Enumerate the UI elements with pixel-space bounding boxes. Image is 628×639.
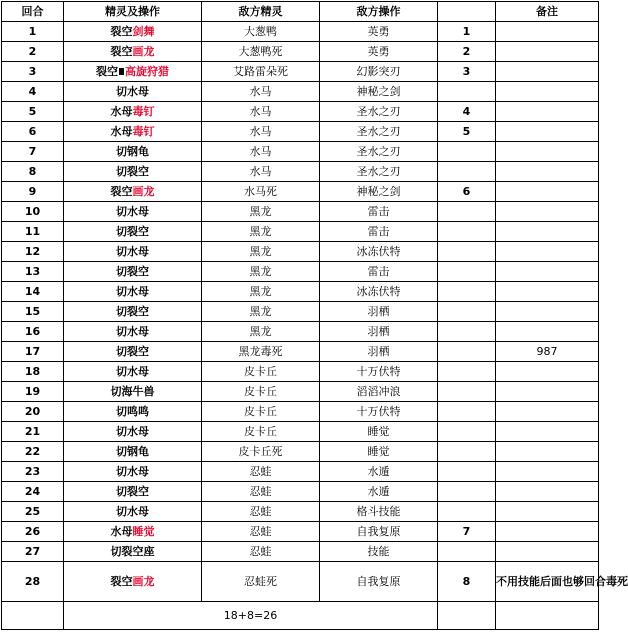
enemy-action-cell: 神秘之剑 — [320, 82, 438, 102]
note-cell — [496, 442, 599, 462]
table-row — [2, 482, 599, 502]
action-cell — [64, 422, 202, 442]
enemy-action-cell: 格斗技能 — [320, 502, 438, 522]
enemy-action-cell: 睡觉 — [320, 422, 438, 442]
mark-cell — [438, 242, 496, 262]
action-cell — [64, 522, 202, 542]
action-text: 水母 — [110, 125, 133, 138]
action-text: 裂空 — [110, 25, 133, 38]
table-row — [2, 182, 599, 202]
mark-cell — [438, 322, 496, 342]
table-row — [2, 542, 599, 562]
enemy-cell: 黑龙毒死 — [202, 342, 320, 362]
action-cell — [64, 322, 202, 342]
enemy-action-cell: 雷击 — [320, 202, 438, 222]
action-cell — [64, 542, 202, 562]
enemy-cell: 水马 — [202, 142, 320, 162]
enemy-cell: 忍蛙 — [202, 502, 320, 522]
note-cell — [496, 102, 599, 122]
enemy-action-cell: 十万伏特 — [320, 362, 438, 382]
table-row — [2, 402, 599, 422]
mark-cell: 5 — [438, 122, 496, 142]
enemy-cell: 忍蛙死 — [202, 562, 320, 602]
enemy-action-cell: 技能 — [320, 542, 438, 562]
cursor-block-icon — [119, 68, 124, 75]
action-cell — [64, 22, 202, 42]
action-cell — [64, 442, 202, 462]
action-text: 切水母 — [116, 205, 149, 218]
action-text: 切裂空座 — [110, 545, 155, 558]
round-cell: 5 — [2, 102, 64, 122]
table-row — [2, 102, 599, 122]
note-cell — [496, 162, 599, 182]
round-cell: 16 — [2, 322, 64, 342]
note-cell — [496, 82, 599, 102]
mark-cell — [438, 422, 496, 442]
round-cell: 12 — [2, 242, 64, 262]
footer-row — [2, 602, 599, 630]
note-cell — [496, 322, 599, 342]
enemy-action-cell: 羽栖 — [320, 322, 438, 342]
round-cell: 17 — [2, 342, 64, 362]
note-cell — [496, 62, 599, 82]
action-text: 裂空 — [110, 575, 133, 588]
round-cell: 8 — [2, 162, 64, 182]
action-cell — [64, 142, 202, 162]
note-cell: 987 — [496, 342, 599, 362]
action-text: 水母 — [110, 105, 133, 118]
note-cell — [496, 122, 599, 142]
note-cell — [496, 302, 599, 322]
action-cell — [64, 302, 202, 322]
table-row — [2, 522, 599, 542]
action-cell — [64, 42, 202, 62]
action-cell — [64, 362, 202, 382]
action-text: 切裂空 — [116, 305, 149, 318]
action-skill-highlight: 毒钉 — [132, 125, 155, 138]
enemy-action-cell: 英勇 — [320, 22, 438, 42]
round-cell: 25 — [2, 502, 64, 522]
enemy-cell: 水马 — [202, 122, 320, 142]
round-cell: 9 — [2, 182, 64, 202]
mark-cell — [438, 282, 496, 302]
enemy-cell: 黑龙 — [202, 222, 320, 242]
enemy-action-cell: 冰冻伏特 — [320, 282, 438, 302]
note-cell — [496, 482, 599, 502]
enemy-cell: 皮卡丘 — [202, 422, 320, 442]
round-cell: 10 — [2, 202, 64, 222]
round-cell: 4 — [2, 82, 64, 102]
round-cell: 3 — [2, 62, 64, 82]
round-cell: 20 — [2, 402, 64, 422]
enemy-action-cell: 圣水之刃 — [320, 122, 438, 142]
action-text: 切裂空 — [116, 485, 149, 498]
table-row — [2, 202, 599, 222]
round-cell: 19 — [2, 382, 64, 402]
header-mark — [438, 2, 496, 22]
action-text: 切水母 — [116, 285, 149, 298]
enemy-cell: 黑龙 — [202, 242, 320, 262]
table-row — [2, 502, 599, 522]
table-row — [2, 302, 599, 322]
mark-cell: 1 — [438, 22, 496, 42]
enemy-action-cell: 英勇 — [320, 42, 438, 62]
enemy-cell: 艾路雷朵死 — [202, 62, 320, 82]
round-cell: 6 — [2, 122, 64, 142]
mark-cell — [438, 202, 496, 222]
enemy-cell: 黑龙 — [202, 202, 320, 222]
mark-cell — [438, 82, 496, 102]
round-cell: 14 — [2, 282, 64, 302]
enemy-cell: 水马 — [202, 162, 320, 182]
mark-cell — [438, 542, 496, 562]
action-text: 裂空 — [110, 45, 133, 58]
action-skill-highlight: 画龙 — [132, 185, 155, 198]
action-cell — [64, 482, 202, 502]
action-text: 切裂空 — [116, 165, 149, 178]
mark-cell — [438, 462, 496, 482]
action-text: 切水母 — [116, 425, 149, 438]
action-skill-highlight: 画龙 — [132, 45, 155, 58]
enemy-action-cell: 圣水之刃 — [320, 142, 438, 162]
action-cell — [64, 122, 202, 142]
footer-blank — [496, 602, 599, 630]
action-text: 裂空 — [96, 65, 118, 78]
action-text: 切裂空 — [116, 345, 149, 358]
action-cell — [64, 242, 202, 262]
enemy-action-cell: 自我复原 — [320, 562, 438, 602]
action-cell — [64, 382, 202, 402]
note-cell: 不用技能后面也够回合毒死 — [496, 562, 599, 602]
table-row — [2, 262, 599, 282]
header-enemy-action: 敌方操作 — [320, 2, 438, 22]
enemy-action-cell: 羽栖 — [320, 302, 438, 322]
enemy-cell: 水马 — [202, 82, 320, 102]
note-cell — [496, 22, 599, 42]
action-cell — [64, 462, 202, 482]
table-row — [2, 322, 599, 342]
action-skill-highlight: 睡觉 — [132, 525, 155, 538]
action-cell — [64, 102, 202, 122]
enemy-action-cell: 水遁 — [320, 462, 438, 482]
round-cell: 28 — [2, 562, 64, 602]
enemy-cell: 皮卡丘 — [202, 382, 320, 402]
mark-cell — [438, 222, 496, 242]
mark-cell: 6 — [438, 182, 496, 202]
action-text: 切裂空 — [116, 265, 149, 278]
mark-cell — [438, 402, 496, 422]
table-row — [2, 162, 599, 182]
header-row — [2, 2, 599, 22]
enemy-cell: 水马 — [202, 102, 320, 122]
mark-cell: 4 — [438, 102, 496, 122]
mark-cell — [438, 362, 496, 382]
table-row — [2, 142, 599, 162]
action-cell — [64, 262, 202, 282]
note-cell — [496, 402, 599, 422]
action-skill-highlight: 剑舞 — [132, 25, 155, 38]
table-row — [2, 62, 599, 82]
round-cell: 1 — [2, 22, 64, 42]
table-row — [2, 282, 599, 302]
action-text: 切鸣鸣 — [116, 405, 149, 418]
round-cell: 24 — [2, 482, 64, 502]
round-cell: 22 — [2, 442, 64, 462]
round-cell: 21 — [2, 422, 64, 442]
footer-total: 18+8=26 — [64, 602, 438, 630]
note-cell — [496, 462, 599, 482]
footer-blank — [438, 602, 496, 630]
header-action: 精灵及操作 — [64, 2, 202, 22]
mark-cell — [438, 262, 496, 282]
mark-cell: 8 — [438, 562, 496, 602]
action-text: 裂空 — [110, 185, 133, 198]
note-cell — [496, 182, 599, 202]
table-row — [2, 462, 599, 482]
enemy-cell: 黑龙 — [202, 282, 320, 302]
enemy-cell: 黑龙 — [202, 322, 320, 342]
enemy-cell: 皮卡丘 — [202, 362, 320, 382]
action-text: 水母 — [110, 525, 133, 538]
table-row — [2, 222, 599, 242]
round-cell: 18 — [2, 362, 64, 382]
enemy-cell: 大葱鸭 — [202, 22, 320, 42]
table-row — [2, 422, 599, 442]
mark-cell: 2 — [438, 42, 496, 62]
action-text: 切钢龟 — [116, 145, 149, 158]
header-note: 备注 — [496, 2, 599, 22]
round-cell: 15 — [2, 302, 64, 322]
action-text: 切水母 — [116, 325, 149, 338]
note-cell — [496, 362, 599, 382]
action-text: 切裂空 — [116, 225, 149, 238]
action-cell — [64, 162, 202, 182]
enemy-action-cell: 自我复原 — [320, 522, 438, 542]
enemy-cell: 黑龙 — [202, 262, 320, 282]
table-row — [2, 362, 599, 382]
table-row — [2, 122, 599, 142]
note-cell — [496, 262, 599, 282]
action-cell — [64, 82, 202, 102]
action-cell — [64, 282, 202, 302]
mark-cell — [438, 502, 496, 522]
action-text: 切水母 — [116, 465, 149, 478]
action-skill-highlight: 画龙 — [132, 575, 155, 588]
enemy-action-cell: 雷击 — [320, 262, 438, 282]
enemy-action-cell: 神秘之剑 — [320, 182, 438, 202]
mark-cell: 7 — [438, 522, 496, 542]
action-cell — [64, 222, 202, 242]
enemy-cell: 忍蛙 — [202, 462, 320, 482]
header-round: 回合 — [2, 2, 64, 22]
note-cell — [496, 222, 599, 242]
table-row — [2, 562, 599, 602]
mark-cell — [438, 162, 496, 182]
enemy-cell: 忍蛙 — [202, 482, 320, 502]
battle-log-table — [1, 1, 628, 630]
action-skill-highlight: 高旋狩猎 — [125, 65, 169, 78]
mark-cell — [438, 342, 496, 362]
table-row — [2, 242, 599, 262]
action-cell — [64, 62, 202, 82]
enemy-cell: 黑龙 — [202, 302, 320, 322]
action-text: 切水母 — [116, 85, 149, 98]
enemy-action-cell: 冰冻伏特 — [320, 242, 438, 262]
enemy-action-cell: 十万伏特 — [320, 402, 438, 422]
note-cell — [496, 502, 599, 522]
action-cell — [64, 562, 202, 602]
action-cell — [64, 202, 202, 222]
round-cell: 26 — [2, 522, 64, 542]
note-cell — [496, 42, 599, 62]
round-cell: 2 — [2, 42, 64, 62]
note-cell — [496, 422, 599, 442]
table-row — [2, 342, 599, 362]
round-cell: 13 — [2, 262, 64, 282]
enemy-action-cell: 水遁 — [320, 482, 438, 502]
enemy-cell: 忍蛙 — [202, 542, 320, 562]
action-text: 切水母 — [116, 505, 149, 518]
enemy-action-cell: 羽栖 — [320, 342, 438, 362]
action-cell — [64, 182, 202, 202]
table-row — [2, 22, 599, 42]
mark-cell — [438, 442, 496, 462]
action-text: 切水母 — [116, 245, 149, 258]
action-cell — [64, 342, 202, 362]
mark-cell — [438, 142, 496, 162]
round-cell: 7 — [2, 142, 64, 162]
table-row — [2, 42, 599, 62]
note-cell — [496, 202, 599, 222]
enemy-cell: 皮卡丘死 — [202, 442, 320, 462]
table-row — [2, 442, 599, 462]
note-cell — [496, 382, 599, 402]
enemy-action-cell: 睡觉 — [320, 442, 438, 462]
action-text: 切海牛兽 — [110, 385, 155, 398]
round-cell: 23 — [2, 462, 64, 482]
note-cell — [496, 242, 599, 262]
mark-cell: 3 — [438, 62, 496, 82]
action-cell — [64, 402, 202, 422]
table-row — [2, 382, 599, 402]
action-text: 切水母 — [116, 365, 149, 378]
round-cell: 27 — [2, 542, 64, 562]
action-text: 切钢龟 — [116, 445, 149, 458]
enemy-action-cell: 圣水之刃 — [320, 162, 438, 182]
action-cell — [64, 502, 202, 522]
header-enemy: 敌方精灵 — [202, 2, 320, 22]
note-cell — [496, 542, 599, 562]
table-row — [2, 82, 599, 102]
footer-blank — [2, 602, 64, 630]
round-cell: 11 — [2, 222, 64, 242]
enemy-action-cell: 幻影突刃 — [320, 62, 438, 82]
note-cell — [496, 142, 599, 162]
enemy-cell: 忍蛙 — [202, 522, 320, 542]
enemy-action-cell: 圣水之刃 — [320, 102, 438, 122]
note-cell — [496, 282, 599, 302]
note-cell — [496, 522, 599, 542]
mark-cell — [438, 382, 496, 402]
enemy-cell: 大葱鸭死 — [202, 42, 320, 62]
action-skill-highlight: 毒钉 — [132, 105, 155, 118]
enemy-cell: 皮卡丘 — [202, 402, 320, 422]
mark-cell — [438, 302, 496, 322]
mark-cell — [438, 482, 496, 502]
enemy-cell: 水马死 — [202, 182, 320, 202]
enemy-action-cell: 滔滔冲浪 — [320, 382, 438, 402]
enemy-action-cell: 雷击 — [320, 222, 438, 242]
